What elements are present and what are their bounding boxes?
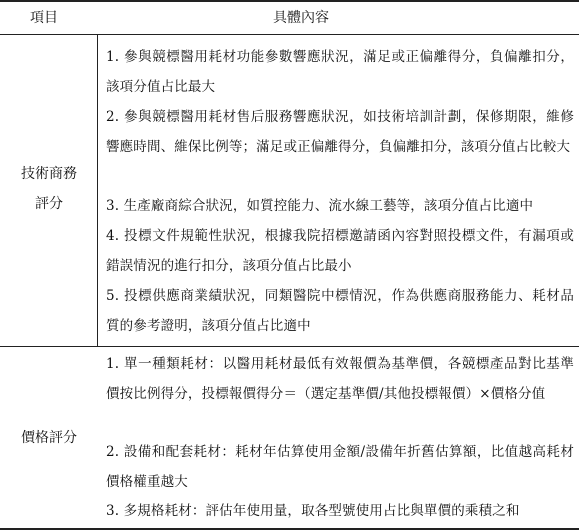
header-rule	[0, 34, 579, 35]
header-item: 項目	[30, 10, 58, 26]
technical-item-2: 2. 參與競標醫用耗材售后服務響應狀況，如技術培訓計劃，保修期限，維修響應時間、維保比例等；滿足或正偏離得分，負偏離扣分，該項分值占比較大	[106, 109, 574, 155]
technical-item-5: 5. 投標供應商業績狀況，同類醫院中標情況，作為供應商服務能力、耗材品質的參考證明，該項分值占比適中	[106, 288, 574, 334]
column-divider	[97, 35, 98, 346]
price-item-3: 3. 多規格耗材：評估年使用量，取各型號使用占比與單價的乘積之和	[106, 503, 520, 519]
price-item-1: 1. 單一種類耗材：以醫用耗材最低有效報價為基準價，各競標產品對比基準價按比例得分，投標報價得分＝（選定基準價/其他投標報價）×價格分值	[106, 356, 574, 402]
technical-item-4: 4. 投標文件規範性狀況，根據我院招標邀請函內容對照投標文件，有漏項或錯誤情況的進行扣分，該項分值占比最小	[106, 228, 574, 274]
technical-item-1: 1. 參與競標醫用耗材功能參數響應狀況，滿足或正偏離得分，負偏離扣分，該項分值占比最大	[106, 49, 574, 95]
row-label-technical	[4, 159, 94, 219]
row-label-price	[4, 423, 94, 453]
row-separator	[0, 346, 579, 347]
row-label-technical-line1: 技術商務	[21, 166, 77, 182]
price-item-2: 2. 設備和配套耗材：耗材年估算使用金額/設備年折舊估算額，比值越高耗材價格權重越大	[106, 444, 574, 490]
row-label-price-line1: 價格評分	[21, 430, 77, 446]
header-content: 具體內容	[273, 10, 329, 26]
technical-item-3: 3. 生產廠商綜合狀況，如質控能力、流水線工藝等，該項分值占比適中	[106, 198, 534, 214]
row-label-technical-line2: 評分	[35, 196, 63, 212]
